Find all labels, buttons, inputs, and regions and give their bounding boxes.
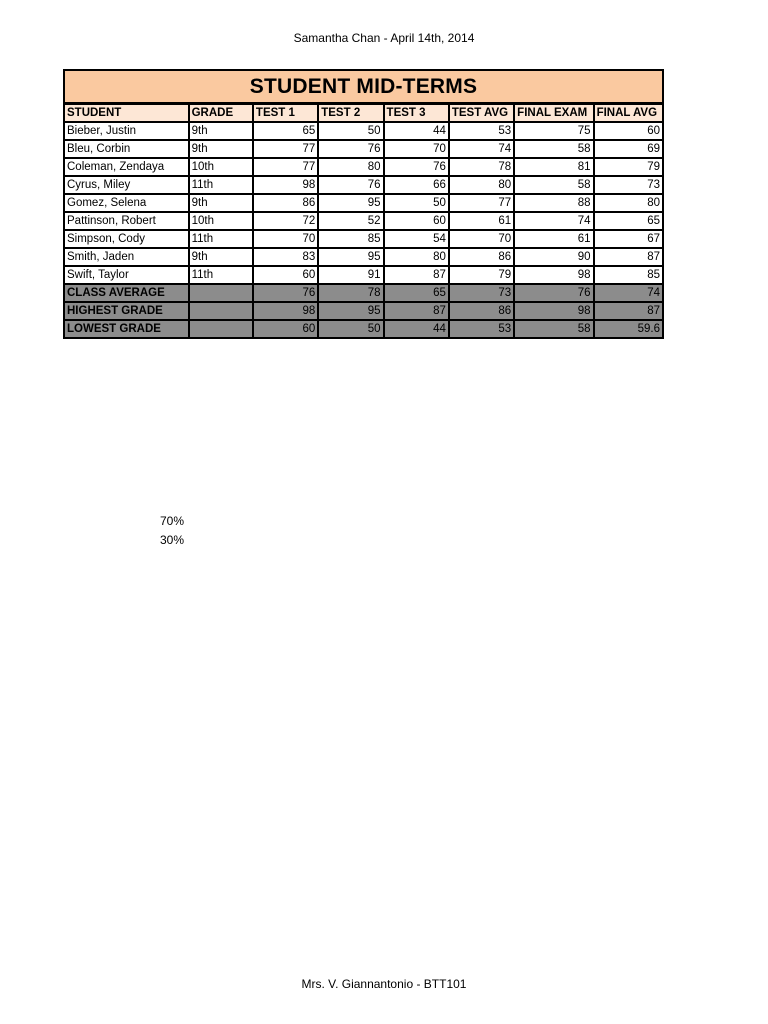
final-avg-score: 73 bbox=[594, 176, 663, 194]
student-name: Simpson, Cody bbox=[64, 230, 189, 248]
table-row bbox=[64, 176, 663, 194]
test-3-score: 44 bbox=[384, 320, 449, 338]
table-row bbox=[64, 266, 663, 284]
table-row bbox=[64, 212, 663, 230]
test-2-score: 50 bbox=[318, 320, 383, 338]
final-avg-score: 60 bbox=[594, 122, 663, 140]
final-avg-score: 87 bbox=[594, 302, 663, 320]
test-1-score: 70 bbox=[253, 230, 318, 248]
test-2-score: 95 bbox=[318, 194, 383, 212]
student-name: Bieber, Justin bbox=[64, 122, 189, 140]
student-name: Smith, Jaden bbox=[64, 248, 189, 266]
test-1-score: 60 bbox=[253, 320, 318, 338]
test-2-score: 52 bbox=[318, 212, 383, 230]
grade-level: 10th bbox=[189, 158, 253, 176]
test-3-score: 87 bbox=[384, 302, 449, 320]
final-avg-score: 65 bbox=[594, 212, 663, 230]
final-exam-score: 58 bbox=[514, 320, 593, 338]
test-3-score: 80 bbox=[384, 248, 449, 266]
test-2-score: 91 bbox=[318, 266, 383, 284]
column-header-final-exam: FINAL EXAM bbox=[514, 104, 593, 122]
test-2-score: 95 bbox=[318, 302, 383, 320]
test-2-score: 78 bbox=[318, 284, 383, 302]
column-header-final-avg: FINAL AVG bbox=[594, 104, 663, 122]
table-title: STUDENT MID-TERMS bbox=[63, 69, 664, 103]
header-row bbox=[64, 104, 663, 122]
table-row bbox=[64, 158, 663, 176]
test-1-score: 60 bbox=[253, 266, 318, 284]
test-1-score: 98 bbox=[253, 176, 318, 194]
test-avg-score: 61 bbox=[449, 212, 514, 230]
table-row bbox=[64, 194, 663, 212]
test-avg-score: 79 bbox=[449, 266, 514, 284]
test-1-score: 86 bbox=[253, 194, 318, 212]
test-2-score: 80 bbox=[318, 158, 383, 176]
page-header: Samantha Chan - April 14th, 2014 bbox=[293, 31, 475, 45]
test-2-score: 76 bbox=[318, 176, 383, 194]
final-avg-score: 80 bbox=[594, 194, 663, 212]
grade-level: 9th bbox=[189, 194, 253, 212]
grade-level: 11th bbox=[189, 176, 253, 194]
student-name: Coleman, Zendaya bbox=[64, 158, 189, 176]
test-1-score: 65 bbox=[253, 122, 318, 140]
final-exam-score: 58 bbox=[514, 140, 593, 158]
final-avg-score: 87 bbox=[594, 248, 663, 266]
page-footer: Mrs. V. Giannantonio - BTT101 bbox=[301, 977, 467, 991]
test-2-score: 50 bbox=[318, 122, 383, 140]
test-weight-percentage: 70% bbox=[159, 514, 184, 528]
test-1-score: 83 bbox=[253, 248, 318, 266]
final-exam-score: 98 bbox=[514, 302, 593, 320]
test-avg-score: 86 bbox=[449, 302, 514, 320]
final-exam-score: 76 bbox=[514, 284, 593, 302]
test-avg-score: 77 bbox=[449, 194, 514, 212]
test-1-score: 76 bbox=[253, 284, 318, 302]
summary-label: HIGHEST GRADE bbox=[64, 302, 189, 320]
test-3-score: 54 bbox=[384, 230, 449, 248]
test-avg-score: 86 bbox=[449, 248, 514, 266]
grade-level: 9th bbox=[189, 122, 253, 140]
test-1-score: 72 bbox=[253, 212, 318, 230]
test-3-score: 70 bbox=[384, 140, 449, 158]
test-1-score: 77 bbox=[253, 140, 318, 158]
exam-weight-percentage: 30% bbox=[159, 533, 184, 547]
final-avg-score: 74 bbox=[594, 284, 663, 302]
test-3-score: 50 bbox=[384, 194, 449, 212]
test-1-score: 98 bbox=[253, 302, 318, 320]
grade-level: 11th bbox=[189, 230, 253, 248]
final-avg-score: 85 bbox=[594, 266, 663, 284]
column-header-test-1: TEST 1 bbox=[253, 104, 318, 122]
summary-label: LOWEST GRADE bbox=[64, 320, 189, 338]
grades-sheet bbox=[63, 69, 664, 339]
final-exam-score: 75 bbox=[514, 122, 593, 140]
grade-level: 10th bbox=[189, 212, 253, 230]
summary-row-class-average bbox=[64, 284, 663, 302]
student-name: Pattinson, Robert bbox=[64, 212, 189, 230]
final-exam-score: 81 bbox=[514, 158, 593, 176]
student-name: Swift, Taylor bbox=[64, 266, 189, 284]
test-avg-score: 73 bbox=[449, 284, 514, 302]
grade-level: 9th bbox=[189, 140, 253, 158]
test-avg-score: 70 bbox=[449, 230, 514, 248]
test-1-score: 77 bbox=[253, 158, 318, 176]
final-exam-score: 61 bbox=[514, 230, 593, 248]
column-header-grade: GRADE bbox=[189, 104, 253, 122]
student-name: Gomez, Selena bbox=[64, 194, 189, 212]
column-header-test-avg: TEST AVG bbox=[449, 104, 514, 122]
final-avg-score: 79 bbox=[594, 158, 663, 176]
test-avg-score: 53 bbox=[449, 320, 514, 338]
test-avg-score: 80 bbox=[449, 176, 514, 194]
test-2-score: 76 bbox=[318, 140, 383, 158]
table-row bbox=[64, 122, 663, 140]
final-exam-score: 88 bbox=[514, 194, 593, 212]
test-3-score: 76 bbox=[384, 158, 449, 176]
column-header-test-3: TEST 3 bbox=[384, 104, 449, 122]
summary-label: CLASS AVERAGE bbox=[64, 284, 189, 302]
student-name: Bleu, Corbin bbox=[64, 140, 189, 158]
grades-table bbox=[63, 103, 664, 339]
test-2-score: 85 bbox=[318, 230, 383, 248]
summary-grade-blank bbox=[189, 284, 253, 302]
summary-grade-blank bbox=[189, 320, 253, 338]
column-header-student: STUDENT bbox=[64, 104, 189, 122]
summary-grade-blank bbox=[189, 302, 253, 320]
test-avg-score: 74 bbox=[449, 140, 514, 158]
test-avg-score: 78 bbox=[449, 158, 514, 176]
student-name: Cyrus, Miley bbox=[64, 176, 189, 194]
grade-level: 11th bbox=[189, 266, 253, 284]
final-exam-score: 74 bbox=[514, 212, 593, 230]
table-row bbox=[64, 248, 663, 266]
test-3-score: 87 bbox=[384, 266, 449, 284]
grade-level: 9th bbox=[189, 248, 253, 266]
test-3-score: 66 bbox=[384, 176, 449, 194]
table-row bbox=[64, 140, 663, 158]
test-3-score: 65 bbox=[384, 284, 449, 302]
final-exam-score: 58 bbox=[514, 176, 593, 194]
test-3-score: 60 bbox=[384, 212, 449, 230]
test-3-score: 44 bbox=[384, 122, 449, 140]
final-exam-score: 90 bbox=[514, 248, 593, 266]
column-header-test-2: TEST 2 bbox=[318, 104, 383, 122]
summary-row-highest-grade bbox=[64, 302, 663, 320]
final-exam-score: 98 bbox=[514, 266, 593, 284]
test-avg-score: 53 bbox=[449, 122, 514, 140]
final-avg-score: 67 bbox=[594, 230, 663, 248]
test-2-score: 95 bbox=[318, 248, 383, 266]
summary-row-lowest-grade bbox=[64, 320, 663, 338]
table-row bbox=[64, 230, 663, 248]
final-avg-score: 69 bbox=[594, 140, 663, 158]
final-avg-score: 59.6 bbox=[594, 320, 663, 338]
